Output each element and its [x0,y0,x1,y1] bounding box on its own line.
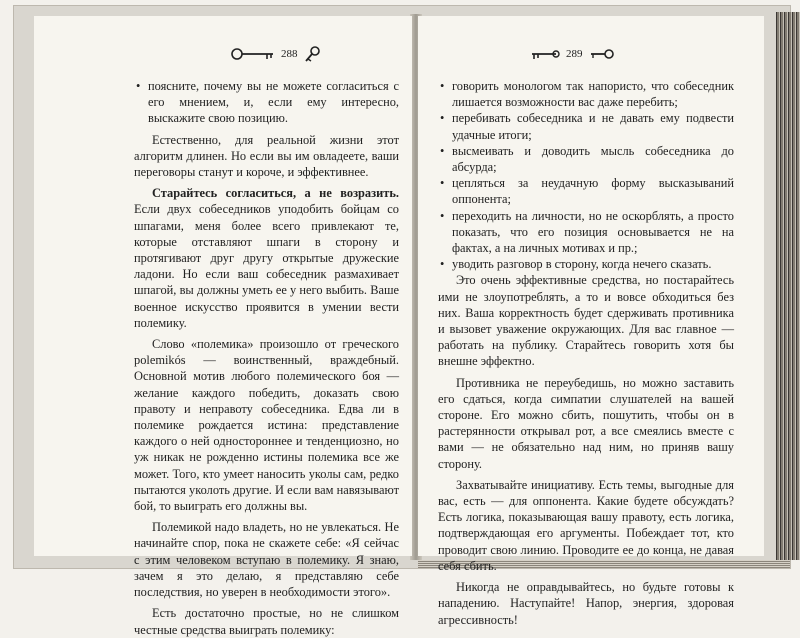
list-item: • уводить разговор в сторону, когда нечего сказать. [438,256,734,272]
page-number: 289 [566,47,583,60]
page-number: 288 [281,47,298,60]
list-item: • цепляться за неудачную форму высказываний оппонента; [438,175,734,207]
right-page-body [438,78,734,628]
list-item: • высмеивать и доводить мысль собеседника до абсурда; [438,143,734,175]
paragraph [134,185,399,331]
paragraph: Полемикой надо владеть, но не увлекаться. Не начинайте спор, пока не скажете себе: «Я сейчас с этим человеком вступаю в полемику. Я знаю, зачем я это делаю, я представляю себе последствия, но уверен в необходимости этого». [134,520,399,600]
paragraph: Захватывайте инициативу. Есть темы, выгодные для вас, есть — для оппонента. Какие будете обсуждать? Есть логика, показывающая вашу правоту, есть логика, подтверждающая его аргументы. Побеждает тот, кто проводит свою линию. Проводите ее до конца, не давая себя сбить. [438,477,734,573]
paragraph: Это очень эффективные средства, но постарайтесь ими не злоупотреблять, а то и вовсе обходиться без них. Ваша корректность будет сдерживать противника и вызовет уважение окружающих. Для вас главное — работать на публику. Старайтесь говорить хотя бы внешне эффектно. [438,273,734,369]
open-book [14,6,790,637]
list-item: • поясните, почему вы не можете согласиться с его мнением, и, если ему интересно, выскажите свою позицию. [134,78,399,127]
left-page-body [134,78,399,638]
left-page-header [229,45,322,63]
paragraph: Никогда не оправдывайтесь, но будьте готовы к нападению. Наступайте! Напор, энергия, здоровая агрессивность! [438,580,734,627]
right-page-header [530,45,615,63]
paragraph: Есть достаточно простые, но не слишком честные средства выиграть полемику: [134,606,399,637]
list-item: • переходить на личности, но не оскорблять, а просто показать, что его позиция основывается не на фактах, а на личных мотивах и пр.; [438,208,734,257]
paragraph-text: Если двух собеседников уподобить бойцам со шпагами, меня более всего привлекают те, которые отставляют шпаги в сторону и протягивают друг другу открытые дружеские ладони. Но если ваш собеседник размахивает шпагой, вы должны уметь ее у него выбить. Ваше военное искусство проявится в умении вести полемику. [134,202,399,330]
paragraph: Противника не переубедишь, но можно заставить его сдаться, когда симпатии слушателей на вашей стороне. Его можно сбить, пошутить, чтобы он в растерянности открывал рот, а все смеялись вместе с вами — не обязательно над ним, но приняв вашу сторону. [438,375,734,471]
right-page [418,16,764,627]
list-item: • перебивать собеседника и не давать ему подвести удачные итоги; [438,110,734,142]
key-ornament-right-icon [304,46,322,62]
left-page [34,16,412,637]
paragraph: Слово «полемика» произошло от греческого polemikós — воинственный, враждебный. Основной мотив любого полемического боя — желание каждого победить, доказать свою правоту и неправоту собеседника. Едва ли в полемике рождается истина: представление каждого о ней одностороннее и тенденциозно, но уж никак не рожденно истины полемика все же может. Того, кто умеет наносить уколы сам, редко пытаются уколоть другие. И если вам навязывают бой, то выиграть его должны вы. [134,337,399,514]
paragraph: Естественно, для реальной жизни этот алгоритм длинен. Но если вы им овладеете, ваши переговоры станут и короче, и эффективнее. [134,132,399,180]
lead-heading: Старайтесь согласиться, а не возразить. [152,186,399,201]
key-ornament-left-icon [229,47,275,61]
list-item: • говорить монологом так напористо, что собеседник лишается возможности вас даже перебить; [438,78,734,110]
key-ornament-left-icon [530,47,560,61]
key-ornament-right-icon [589,47,615,61]
page-edges [776,12,800,560]
